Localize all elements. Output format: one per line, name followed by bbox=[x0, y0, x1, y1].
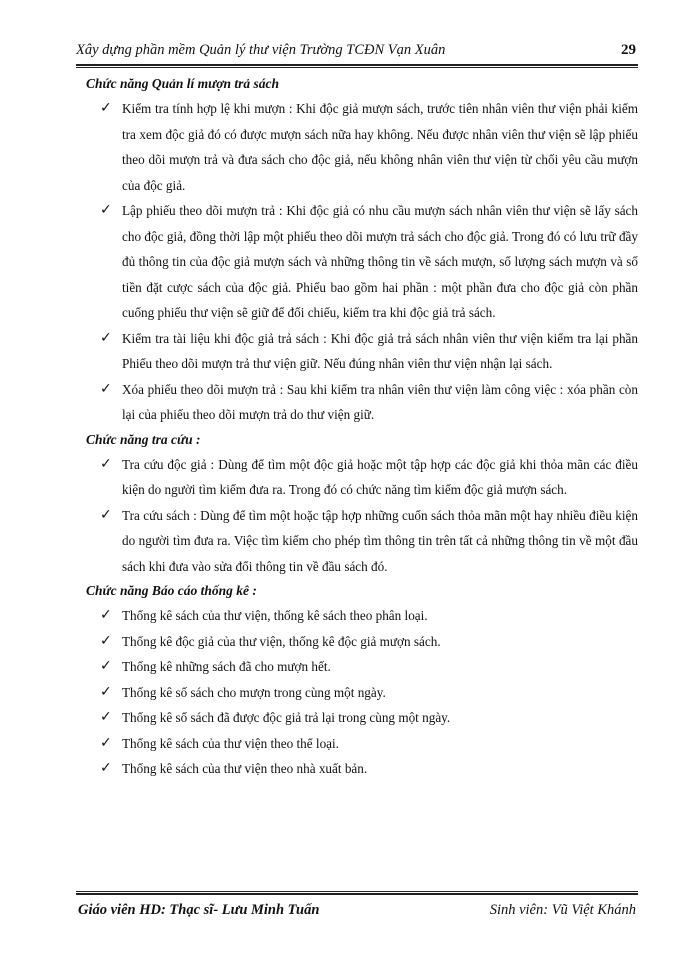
check-icon: ✓ bbox=[100, 329, 112, 346]
check-icon: ✓ bbox=[100, 683, 112, 700]
item-text: Thống kê những sách đã cho mượn hết. bbox=[122, 659, 331, 674]
check-icon: ✓ bbox=[100, 506, 112, 523]
list-item bbox=[86, 503, 638, 580]
check-icon: ✓ bbox=[100, 734, 112, 751]
item-text: Thống kê số sách cho mượn trong cùng một ngày. bbox=[122, 684, 386, 700]
search-list bbox=[86, 452, 638, 580]
check-icon: ✓ bbox=[100, 632, 112, 649]
header-title: Xây dựng phần mềm Quản lý thư viện Trường TCĐN Vạn Xuân bbox=[76, 42, 446, 58]
check-icon: ✓ bbox=[100, 709, 112, 725]
item-text: Thống kê sách của thư viện, thống kê sách theo phân loại. bbox=[122, 608, 428, 623]
item-text: Kiểm tra tài liệu khi độc giả trả sách : Khi độc giả trả sách nhân viên thư viện kiểm tra lại phần Phiếu theo dõi mượn trả thư viện giữ. Nếu đúng nhân viên thư viện nhận lại sách. bbox=[122, 330, 638, 371]
footer-rule bbox=[76, 891, 638, 895]
item-text: Thống kê sách của thư viện theo thể loại. bbox=[122, 735, 339, 751]
list-item bbox=[86, 629, 638, 655]
list-item bbox=[86, 680, 638, 706]
list-item bbox=[86, 326, 638, 377]
footer-teacher: Giáo viên HD: Thạc sĩ- Lưu Minh Tuấn bbox=[78, 902, 320, 918]
list-item bbox=[86, 603, 638, 629]
check-icon: ✓ bbox=[100, 607, 112, 623]
item-text: Tra cứu sách : Dùng để tìm một hoặc tập hợp những cuốn sách thỏa mãn một hay nhiều điều kiện do người tìm đưa ra. Việc tìm kiếm cho phép tìm thông tin trên tất cả những thông tin về một đầu sách khi đưa vào sửa đổi thông tin về đầu sách đó. bbox=[122, 507, 638, 574]
item-text: Thống kê số sách đã được độc giả trả lại trong cùng một ngày. bbox=[122, 710, 451, 725]
list-item bbox=[86, 377, 638, 428]
page-footer bbox=[76, 902, 638, 924]
item-text: Thống kê độc giả của thư viện, thống kê độc giả mượn sách. bbox=[122, 633, 441, 649]
list-item bbox=[86, 731, 638, 757]
borrow-return-list bbox=[86, 96, 638, 428]
footer-student: Sinh viên: Vũ Việt Khánh bbox=[489, 902, 636, 918]
item-text: Thống kê sách của thư viện theo nhà xuất bản. bbox=[122, 761, 368, 776]
check-icon: ✓ bbox=[100, 658, 112, 674]
page-content bbox=[86, 72, 638, 782]
reports-list bbox=[86, 603, 638, 782]
check-icon: ✓ bbox=[100, 380, 112, 397]
page-header bbox=[76, 42, 638, 64]
item-text: Xóa phiếu theo dõi mượn trả : Sau khi kiểm tra nhân viên thư viện làm công việc : xóa phần còn lại của phiếu theo dõi mượn trả do thư viện giữ. bbox=[122, 381, 638, 422]
check-icon: ✓ bbox=[100, 100, 112, 116]
list-item bbox=[86, 654, 638, 680]
check-icon: ✓ bbox=[100, 202, 112, 218]
section-heading-reports: Chức năng Báo cáo thống kê : bbox=[86, 583, 257, 598]
section-heading-search: Chức năng tra cứu : bbox=[86, 431, 201, 447]
list-item bbox=[86, 705, 638, 731]
list-item bbox=[86, 756, 638, 782]
item-text: Kiểm tra tính hợp lệ khi mượn : Khi độc giả mượn sách, trước tiên nhân viên thư viện phải kiểm tra xem độc giả đó có được mượn sách nữa hay không. Nếu được nhân viên thư viện sẽ lập phiếu theo dõi mượn trả và đưa sách cho độc giả, nếu không nhân viên thư viện từ chối yêu cầu mượn của độc giả. bbox=[122, 101, 638, 193]
check-icon: ✓ bbox=[100, 760, 112, 776]
item-text: Tra cứu độc giả : Dùng để tìm một độc giả hoặc một tập hợp các độc giả khi thỏa mãn các điều kiện do người tìm kiếm đưa ra. Trong đó có chức năng tìm kiếm độc giả mượn sách. bbox=[122, 456, 638, 497]
item-text: Lập phiếu theo dõi mượn trả : Khi độc giả có nhu cầu mượn sách nhân viên thư viện sẽ lấy sách cho độc giả, đồng thời lập một phiếu theo dõi mượn trả sách cho độc giả. Trong đó có lưu trữ đầy đủ thông tin của độc giả mượn sách và những thông tin về sách mượn, số lượng sách mượn và số tiền đặt cược sách của độc giả. Phiếu bao gồm hai phần : một phần đưa cho độc giả còn phần cuống phiếu thư viện sẽ giữ để đối chiếu, kiểm tra khi độc giả trả sách. bbox=[122, 203, 638, 320]
page-number: 29 bbox=[621, 42, 636, 58]
list-item bbox=[86, 96, 638, 198]
list-item bbox=[86, 198, 638, 326]
section-heading-borrow-return: Chức năng Quản lí mượn trả sách bbox=[86, 76, 279, 91]
header-rule bbox=[76, 64, 638, 68]
check-icon: ✓ bbox=[100, 455, 112, 472]
list-item bbox=[86, 452, 638, 503]
